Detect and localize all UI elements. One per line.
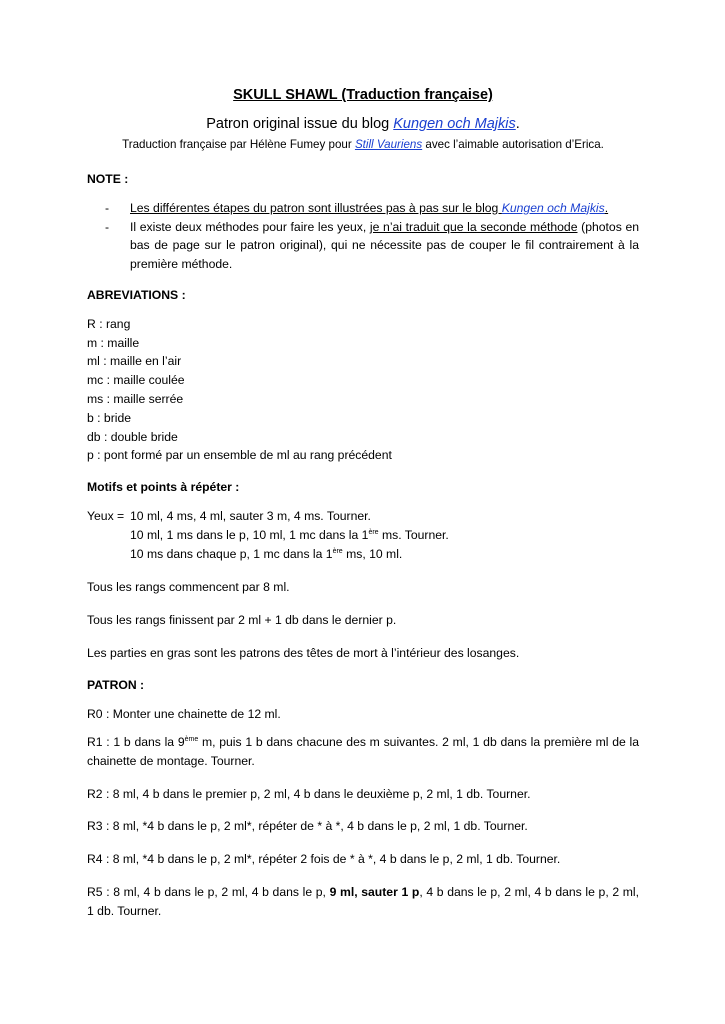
rule-bold: Les parties en gras sont les patrons des têtes de mort à l’intérieur des losanges. — [87, 645, 520, 660]
yeux-line-3: 10 ms dans chaque p, 1 mc dans la 1ère ms, 10 ml. — [130, 546, 403, 561]
list-item — [87, 199, 639, 218]
abbreviations-list — [87, 315, 639, 465]
translation-credit — [87, 136, 639, 154]
rule-start: Tous les rangs commencent par 8 ml. — [87, 579, 290, 594]
yeux-line-2: 10 ml, 1 ms dans le p, 10 ml, 1 mc dans la 1ère ms. Tourner. — [130, 527, 449, 542]
row-r5: R5 : 8 ml, 4 b dans le p, 2 ml, 4 b dans le p, 9 ml, sauter 1 p, 4 b dans le p, 2 ml, 4 b dans le p, 2 ml, 1 db. Tourner. — [87, 884, 640, 918]
abbreviations-heading: ABREVIATIONS : — [87, 287, 186, 302]
subtitle-prefix: Patron original issue du blog — [206, 116, 394, 132]
dash-bullet: - — [105, 219, 110, 234]
list-item: ml : maille en l’air — [87, 354, 182, 369]
credit-prefix: Traduction française par Hélène Fumey pour — [122, 138, 355, 151]
subtitle — [87, 114, 639, 134]
rule-end: Tous les rangs finissent par 2 ml + 1 db dans le dernier p. — [87, 612, 397, 627]
dash-bullet: - — [105, 200, 110, 215]
list-item: b : bride — [87, 410, 132, 425]
subtitle-suffix: . — [515, 116, 520, 132]
motifs-heading: Motifs et points à répéter : — [87, 480, 240, 495]
row-r4: R4 : 8 ml, *4 b dans le p, 2 ml*, répéter 2 fois de * à *, 4 b dans le p, 2 ml, 1 db. Tourner. — [87, 852, 561, 867]
list-item: m : maille — [87, 335, 140, 350]
credit-suffix: avec l’aimable autorisation d’Erica. — [422, 138, 604, 151]
page-title: SKULL SHAWL (Traduction française) — [233, 87, 493, 103]
list-item: p : pont formé par un ensemble de ml au rang précédent — [87, 448, 392, 463]
row-r2: R2 : 8 ml, 4 b dans le premier p, 2 ml, 4 b dans le deuxième p, 2 ml, 1 db. Tourner. — [87, 786, 531, 801]
skull-pattern-bold: 9 ml, sauter 1 p — [329, 884, 420, 899]
row-r0: R0 : Monter une chainette de 12 ml. — [87, 707, 281, 722]
blog-link[interactable]: Kungen och Majkis — [393, 116, 516, 132]
blog-link-note[interactable]: Kungen och Majkis — [501, 200, 605, 215]
list-item: db : double bride — [87, 429, 178, 444]
row-r3: R3 : 8 ml, *4 b dans le p, 2 ml*, répéter de * à *, 4 b dans le p, 2 ml, 1 db. Tourner. — [87, 819, 528, 834]
still-vauriens-link[interactable]: Still Vauriens — [354, 138, 423, 151]
list-item: ms : maille serrée — [87, 391, 184, 406]
document-page — [87, 85, 639, 935]
yeux-label: Yeux = — [87, 508, 125, 523]
list-item — [87, 218, 639, 274]
note-list — [87, 199, 639, 274]
patron-heading: PATRON : — [87, 678, 145, 693]
list-item: mc : maille coulée — [87, 373, 185, 388]
yeux-line-1: 10 ml, 4 ms, 4 ml, sauter 3 m, 4 ms. Tourner. — [130, 508, 371, 523]
row-r1: R1 : 1 b dans la 9ème m, puis 1 b dans chacune des m suivantes. 2 ml, 1 db dans la première ml de la chainette de montage. Tourner. — [87, 734, 640, 768]
list-item: R : rang — [87, 316, 131, 331]
underlined-remark: je n’ai traduit que la seconde méthode — [369, 219, 578, 234]
note-heading: NOTE : — [87, 172, 129, 186]
note-item-2-text: Il existe deux méthodes pour faire les yeux, je n’ai traduit que la seconde méthode (photos en bas de page sur le patron original), qui ne nécessite pas de couper le fil contrairement à la première méthode. — [130, 219, 639, 272]
yeux-motif — [87, 507, 639, 564]
note-item-1-text: Les différentes étapes du patron sont illustrées pas à pas sur le blog Kungen och Majkis. — [130, 200, 609, 215]
